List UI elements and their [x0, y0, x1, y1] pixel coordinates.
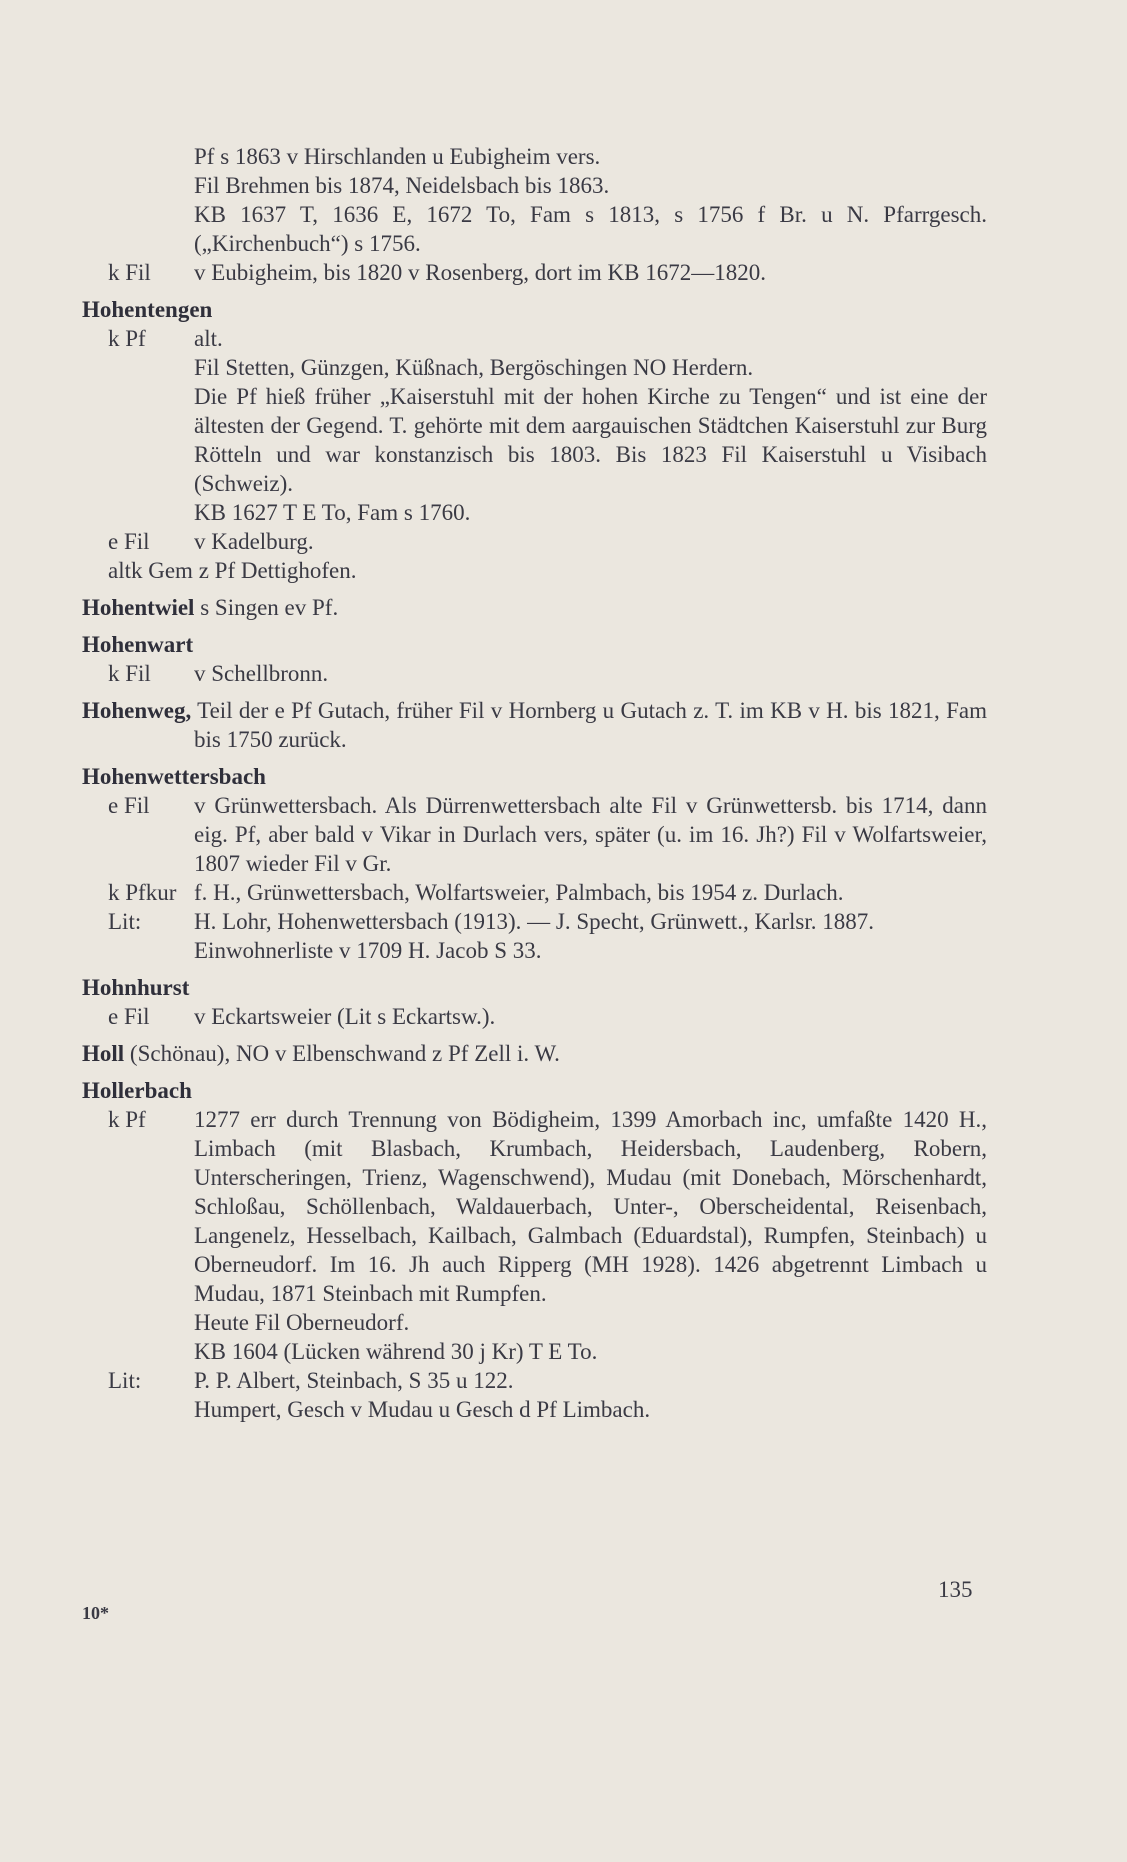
- entry-label: e Fil: [108, 1004, 150, 1029]
- sheet-signature: 10*: [82, 1603, 109, 1623]
- entry-kpf: k Pf 1277 err durch Trennung von Bödigheim, 1399 Amorbach inc, umfaßte 1420 H., Limbach (mit Blasbach, Krumbach, Heidersbach, Laudenberg, Robern, Unterscheringen, Trienz, Wagenschwend), Mudau (mit Donebach, Mörschenhardt, Schloßau, Schöllenbach, Waldauerbach, Unter-, Oberscheidental, Reisenbach, Langenelz, Hesselbach, Kailbach, Galmbach (Eduardstal), Rumpfen, Steinbach) u Oberneudorf. Im 16. Jh auch Ripperg (MH 1928). 1426 abgetrennt Limbach u Mudau, 1871 Steinbach mit Rumpfen.: [108, 1107, 987, 1306]
- entry-line: Pf s 1863 v Hirschlanden u Eubigheim vers.: [194, 144, 601, 169]
- entry-label: e Fil: [108, 529, 150, 554]
- entry-title-hohenweg: Hohenweg,: [82, 698, 192, 723]
- entry-label: k Pfkur: [108, 880, 177, 905]
- entry-efil: e Fil v Grünwettersbach. Als Dürrenwettersbach alte Fil v Grünwettersb. bis 1714, dann eig. Pf, aber bald v Vikar in Durlach vers, später (u. im 16. Jh?) Fil v Wolfartsweier, 1807 wieder Fil v Gr.: [108, 793, 987, 876]
- entry-title-hollerbach: Hollerbach: [82, 1078, 192, 1103]
- entry-hohenweg: Hohenweg, Teil der e Pf Gutach, früher Fil v Hornberg u Gutach z. T. im KB v H. bis 1821, Fam bis 1750 zurück.: [82, 698, 987, 752]
- entry-title-hohentengen: Hohentengen: [82, 297, 213, 322]
- entry-lit: Lit: H. Lohr, Hohenwettersbach (1913). — J. Specht, Grünwett., Karlsr. 1887.: [108, 909, 874, 934]
- entry-label: e Fil: [108, 793, 150, 818]
- entry-label: Lit:: [108, 909, 142, 934]
- entry-title-hohenwart: Hohenwart: [82, 632, 194, 657]
- entry-label: Lit:: [108, 1368, 142, 1393]
- entry-heute: Heute Fil Oberneudorf.: [194, 1310, 410, 1335]
- entry-kb: KB 1637 T, 1636 E, 1672 To, Fam s 1813, s 1756 f Br. u N. Pfarrgesch. („Kirchenbuch“) s 1756.: [194, 202, 987, 256]
- entry-efil: e Fil v Eckartsweier (Lit s Eckartsw.).: [108, 1004, 496, 1029]
- entry-kpf: k Pf alt.: [108, 326, 223, 351]
- entry-title-hohnhurst: Hohnhurst: [82, 975, 190, 1000]
- entry-label: altk Gem z Pf Dettighofen.: [108, 558, 357, 583]
- entry-holl: Holl (Schönau), NO v Elbenschwand z Pf Zell i. W.: [82, 1041, 560, 1066]
- entry-fil: Fil Stetten, Günzgen, Küßnach, Bergöschingen NO Herdern.: [194, 355, 754, 380]
- entry-kfil: k Fil v Eubigheim, bis 1820 v Rosenberg, dort im KB 1672—1820.: [108, 260, 767, 285]
- entry-lit: Lit: P. P. Albert, Steinbach, S 35 u 122.: [108, 1368, 514, 1393]
- entry-title-hohenwettersbach: Hohenwettersbach: [82, 764, 266, 789]
- entry-einwohner: Einwohnerliste v 1709 H. Jacob S 33.: [194, 938, 542, 963]
- entry-kb: KB 1604 (Lücken während 30 j Kr) T E To.: [194, 1339, 598, 1364]
- entry-hohentwiel: Hohentwiel s Singen ev Pf.: [82, 595, 339, 620]
- entry-line: Fil Brehmen bis 1874, Neidelsbach bis 1863.: [194, 173, 610, 198]
- entry-efil: e Fil v Kadelburg.: [108, 529, 314, 554]
- entry-lit-continued: Humpert, Gesch v Mudau u Gesch d Pf Limbach.: [194, 1397, 651, 1422]
- entry-title-holl: Holl: [82, 1041, 125, 1066]
- entry-altk: [82, 556, 987, 585]
- page-number: 135: [938, 1577, 973, 1602]
- entry-label: k Fil: [108, 661, 151, 686]
- entry-kfil: k Fil v Schellbronn.: [108, 661, 329, 686]
- entry-title-hohentwiel: Hohentwiel: [82, 595, 195, 620]
- entry-kpfkur: k Pfkur f. H., Grünwettersbach, Wolfartsweier, Palmbach, bis 1954 z. Durlach.: [108, 880, 844, 905]
- entry-label: k Fil: [108, 260, 151, 285]
- entry-kb: KB 1627 T E To, Fam s 1760.: [194, 500, 471, 525]
- entry-label: k Pf: [108, 326, 146, 351]
- entry-label: k Pf: [108, 1107, 146, 1132]
- page-body: [82, 142, 987, 1424]
- entry-description: Die Pf hieß früher „Kaiserstuhl mit der hohen Kirche zu Tengen“ und ist eine der ältesten der Gegend. T. gehörte mit dem aargauischen Städtchen Kaiserstuhl zur Burg Rötteln und war konstanzisch bis 1803. Bis 1823 Fil Kaiserstuhl u Visibach (Schweiz).: [194, 384, 987, 496]
